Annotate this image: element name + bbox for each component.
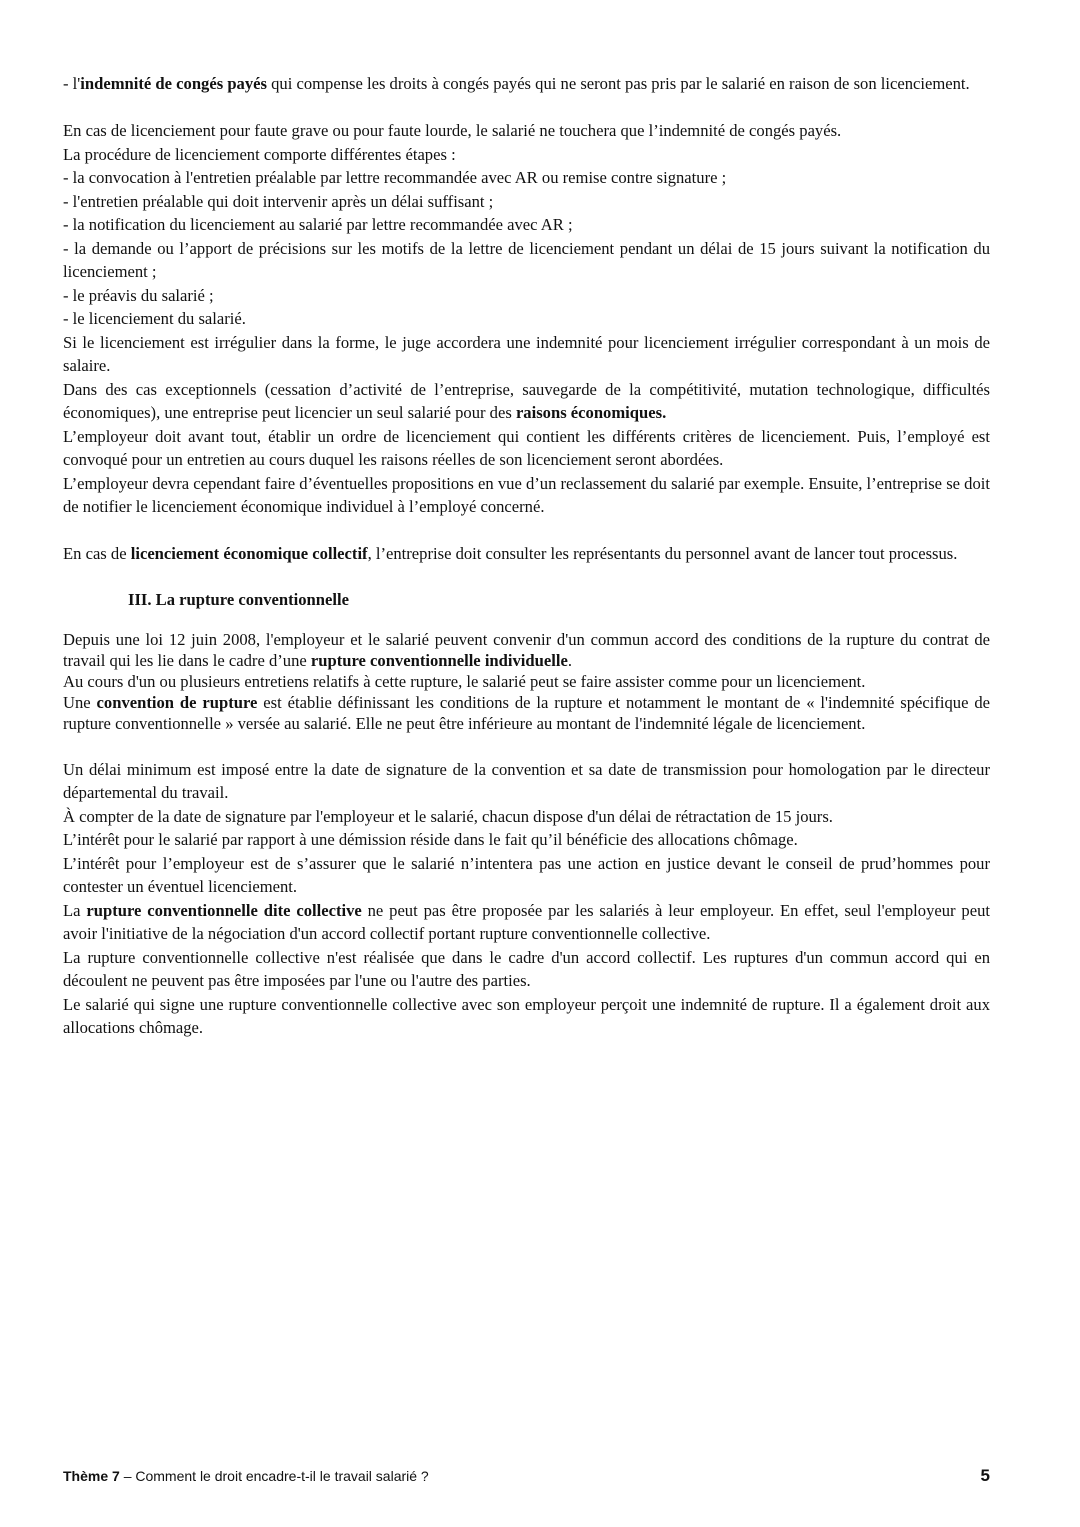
text-line: La procédure de licenciement comporte différentes étapes : [63,144,456,164]
footer-theme: Thème 7 [63,1468,120,1484]
text-line: Depuis une loi 12 juin 2008, l'employeur et le salarié peuvent convenir d'un commun accord des conditions de la rupture du contrat de travail qui les lie dans le cadre d’une rupture conventionnelle individuelle. [63,630,990,670]
text-line: Dans des cas exceptionnels (cessation d’activité de l’entreprise, sauvegarde de la compétitivité, mutation technologique, difficultés économiques), une entreprise peut licencier un seul salarié pour des raisons économiques. [63,379,990,422]
paragraph-conges-payes: - l'indemnité de congés payés qui compense les droits à congés payés qui ne seront pas pris par le salarié en raison de son licenciement. [63,74,970,93]
list-item: - la convocation à l'entretien préalable par lettre recommandée avec AR ou remise contre signature ; [63,168,727,187]
footer-title: – Comment le droit encadre-t-il le travail salarié ? [119,1468,429,1484]
paragraph-procedure [63,119,990,519]
section-heading: III. La rupture conventionnelle [128,589,349,609]
text-line: La rupture conventionnelle dite collective ne peut pas être proposée par les salariés à leur employeur. En effet, seul l'employeur peut avoir l'initiative de la négociation d'un accord collectif portant rupture conventionnelle collective. [63,900,990,943]
text-line: Au cours d'un ou plusieurs entretiens relatifs à cette rupture, le salarié peut se faire assister comme pour un licenciement. [63,672,866,691]
list-item: - l'entretien préalable qui doit intervenir après un délai suffisant ; [63,191,494,211]
text-line: Si le licenciement est irrégulier dans la forme, le juge accordera une indemnité pour licenciement irrégulier correspondant à un mois de salaire. [63,332,990,375]
paragraph-licenciement-collectif: En cas de licenciement économique collectif, l’entreprise doit consulter les représentants du personnel avant de lancer tout processus. [63,544,958,563]
text-line: L’intérêt pour l’employeur est de s’assurer que le salarié n’intentera pas une action en justice devant le conseil de prud’hommes pour contester un éventuel licenciement. [63,853,990,896]
list-item: - le licenciement du salarié. [63,309,246,328]
text-line: À compter de la date de signature par l'employeur et le salarié, chacun dispose d'un délai de rétractation de 15 jours. [63,806,833,826]
page-footer [63,1468,990,1484]
text-line: Un délai minimum est imposé entre la date de signature de la convention et sa date de transmission pour homologation par le directeur départemental du travail. [63,759,990,802]
text-line: Le salarié qui signe une rupture conventionnelle collective avec son employeur perçoit une indemnité de rupture. Il a également droit aux allocations chômage. [63,994,990,1037]
list-item: - le préavis du salarié ; [63,285,214,305]
text-line: L’employeur devra cependant faire d’éventuelles propositions en vue d’un reclassement du salarié par exemple. Ensuite, l’entreprise se doit de notifier le licenciement économique individuel à l’employé concerné. [63,473,990,516]
list-item: - la demande ou l’apport de précisions sur les motifs de la lettre de licenciement pendant un délai de 15 jours suivant la notification du licenciement ; [63,238,990,281]
list-item: - la notification du licenciement au salarié par lettre recommandée avec AR ; [63,215,573,234]
paragraph-rupture-individuelle [63,629,990,734]
text-line: En cas de licenciement pour faute grave ou pour faute lourde, le salarié ne touchera que l’indemnité de congés payés. [63,121,842,140]
text-line: Une convention de rupture est établie définissant les conditions de la rupture et notamment le montant de « l'indemnité spécifique de rupture conventionnelle » versée au salarié. Elle ne peut être inférieure au montant de l'indemnité légale de licenciement. [63,693,991,733]
paragraph-homologation [63,758,990,1040]
document-body [63,72,990,1040]
page-number: 5 [980,1466,990,1485]
text-line: L’intérêt pour le salarié par rapport à une démission réside dans le fait qu’il bénéficie des allocations chômage. [63,830,798,849]
text-line: La rupture conventionnelle collective n'est réalisée que dans le cadre d'un accord collectif. Les ruptures d'un commun accord qui en découlent ne peuvent pas être imposées par l'une ou l'autre des parties. [63,947,990,990]
text-line: L’employeur doit avant tout, établir un ordre de licenciement qui contient les différents critères de licenciement. Puis, l’employé est convoqué pour un entretien au cours duquel les raisons réelles de son licenciement seront abordées. [63,426,990,469]
